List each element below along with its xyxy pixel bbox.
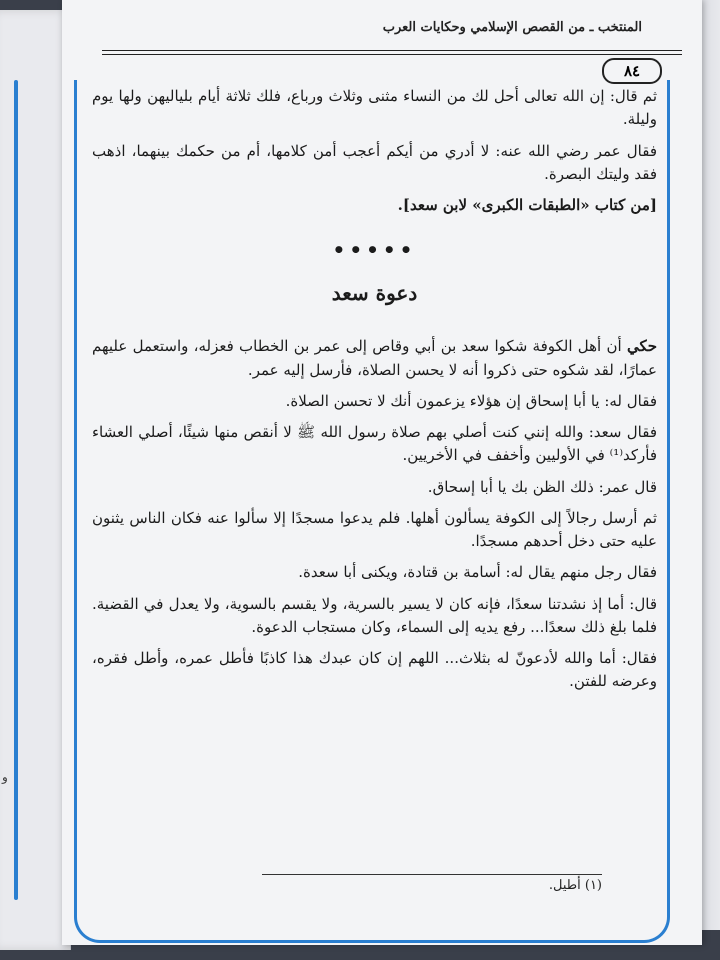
paragraph: ثم قال: إن الله تعالى أحل لك من النساء مثنى وثلاث ورباع، فلك ثلاثة أيام بلياليهن ولها يوم وليلة. bbox=[92, 87, 657, 129]
paragraph: فقال رجل منهم يقال له: أسامة بن قتادة، ويكنى أبا سعدة. bbox=[298, 563, 657, 582]
header-rule bbox=[102, 50, 682, 55]
paragraph: ثم أرسل رجالاً إلى الكوفة يسألون أهلها. فلم يدعوا مسجدًا إلا سألوا عنه فكان الناس يثنون عليه حتى دخل أحدهم مسجدًا. bbox=[92, 508, 657, 550]
page-body bbox=[92, 85, 657, 702]
page-number: ٨٤ bbox=[602, 58, 662, 84]
paragraph bbox=[92, 335, 657, 382]
paragraph: فقال عمر رضي الله عنه: لا أدري من أيكم أعجب أمن كلامها، أم من حكمك بينهما، اذهب فقد وليتك البصرة. bbox=[92, 141, 657, 183]
separator: ••••• bbox=[332, 238, 417, 263]
paragraph: قال عمر: ذلك الظن بك يا أبا إسحاق. bbox=[427, 477, 657, 496]
paragraph-text: أن أهل الكوفة شكوا سعد بن أبي وقاص إلى عمر بن الخطاب فعزله، واستعمل عليهم عمارًا، لقد شكوه حتى ذكروا أنه لا يحسن الصلاة، فأرسل إليه عمر. bbox=[92, 337, 657, 379]
paragraph: فقال له: يا أبا إسحاق إن هؤلاء يزعمون أنك لا تحسن الصلاة. bbox=[285, 391, 657, 410]
book-page bbox=[62, 0, 702, 945]
facing-page bbox=[0, 10, 71, 950]
paragraph: قال: أما إذ نشدتنا سعدًا، فإنه كان لا يسير بالسرية، ولا يقسم بالسوية، ولا يعدل في القضية. فلما بلغ ذلك سعدًا... رفع يديه إلى السماء، وكان مستجاب الدعوة. bbox=[92, 594, 657, 636]
paragraph: فقال سعد: والله إنني كنت أصلي بهم صلاة رسول الله ﷺ لا أنقص منها شيئًا، أصلي العشاء فأركد⁽¹⁾ في الأوليين وأخفف في الأخريين. bbox=[92, 423, 657, 465]
source-citation: [من كتاب «الطبقات الكبرى» لابن سعد]. bbox=[397, 196, 657, 214]
facing-page-text: و bbox=[2, 770, 8, 784]
footnote: (١) أطيل. bbox=[548, 878, 602, 893]
section-title: دعوة سعد bbox=[331, 281, 418, 306]
footnote-rule bbox=[262, 874, 602, 875]
lead-word: حكي bbox=[626, 337, 657, 356]
facing-page-border bbox=[14, 80, 18, 900]
running-head: المنتخب ـ من القصص الإسلامي وحكايات العرب bbox=[382, 20, 642, 35]
paragraph: فقال: أما والله لأدعونّ له بثلاث... اللهم إن كان عبدك هذا كاذبًا فأطل عمره، وأطل فقره، وعرضه للفتن. bbox=[92, 649, 657, 691]
